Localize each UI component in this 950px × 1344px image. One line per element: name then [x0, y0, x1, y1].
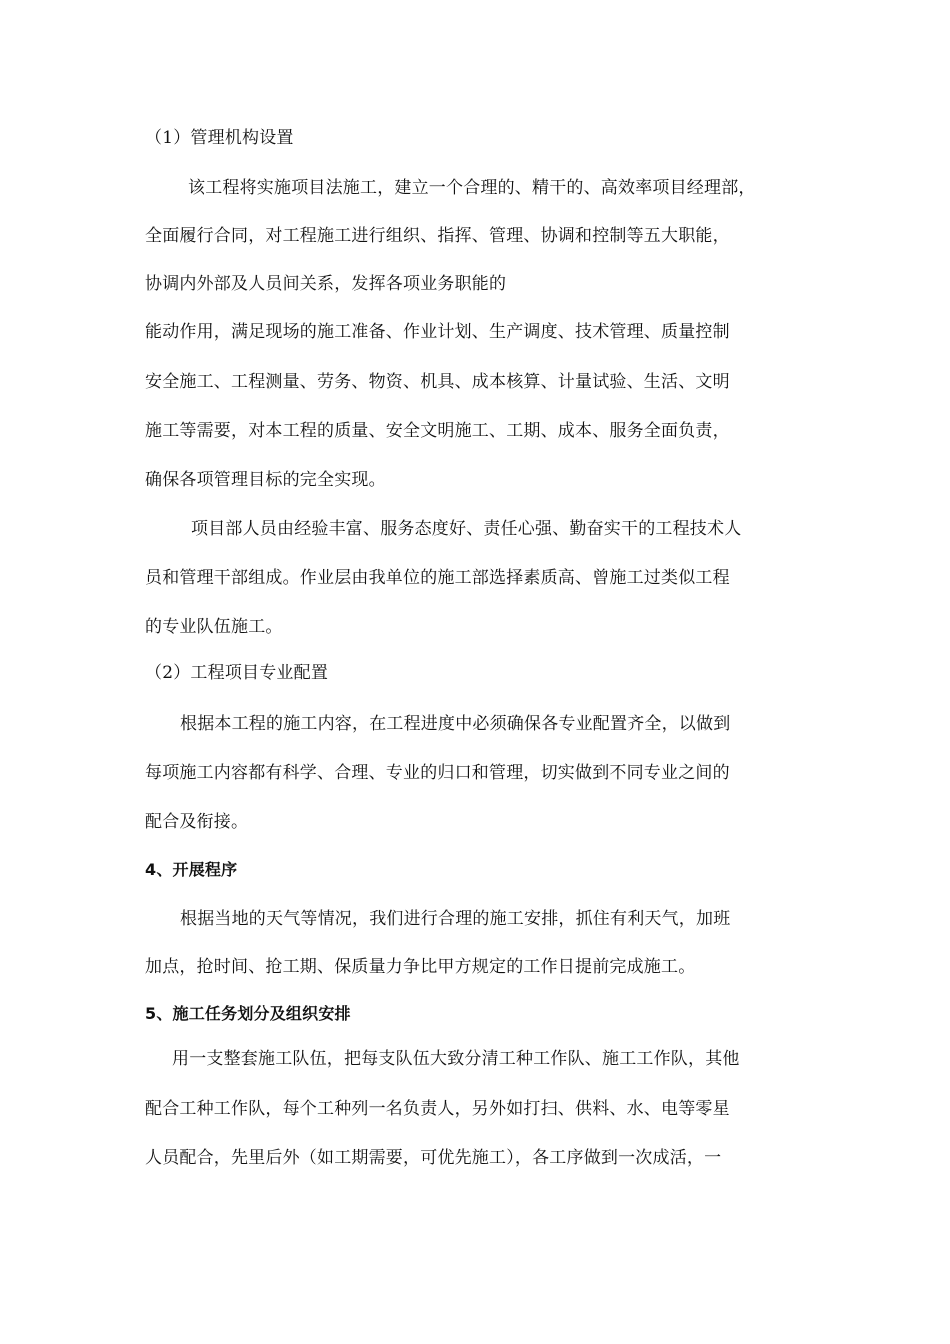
- paragraph-line: 全面履行合同，对工程施工进行组织、指挥、管理、协调和控制等五大职能，: [145, 226, 730, 246]
- section-heading-4: 4、开展程序: [145, 860, 238, 879]
- paragraph-line: 该工程将实施项目法施工，建立一个合理的、精干的、高效率项目经理部，: [188, 178, 756, 198]
- paragraph-line: 配合及衔接。: [145, 812, 249, 832]
- paragraph-line: 施工等需要，对本工程的质量、安全文明施工、工期、成本、服务全面负责，: [145, 421, 730, 441]
- section-heading-1: （1）管理机构设置: [145, 128, 294, 148]
- paragraph-line: 每项施工内容都有科学、合理、专业的归口和管理，切实做到不同专业之间的: [145, 763, 730, 783]
- paragraph-line: 配合工种工作队，每个工种列一名负责人，另外如打扫、供料、水、电等零星: [145, 1099, 730, 1119]
- paragraph-line: 员和管理干部组成。作业层由我单位的施工部选择素质高、曾施工过类似工程: [145, 568, 730, 588]
- paragraph-line: 加点，抢时间、抢工期、保质量力争比甲方规定的工作日提前完成施工。: [145, 957, 696, 977]
- paragraph-line: 根据本工程的施工内容，在工程进度中必须确保各专业配置齐全，以做到: [180, 714, 731, 734]
- section-heading-5: 5、施工任务划分及组织安排: [145, 1004, 351, 1023]
- section-heading-2: （2）工程项目专业配置: [145, 663, 329, 683]
- paragraph-line: 能动作用，满足现场的施工准备、作业计划、生产调度、技术管理、质量控制: [145, 322, 730, 342]
- paragraph-line: 项目部人员由经验丰富、服务态度好、责任心强、勤奋实干的工程技术人: [191, 519, 742, 539]
- paragraph-line: 确保各项管理目标的完全实现。: [145, 470, 386, 490]
- paragraph-line: 根据当地的天气等情况，我们进行合理的施工安排，抓住有利天气，加班: [180, 909, 731, 929]
- paragraph-line: 人员配合，先里后外（如工期需要，可优先施工），各工序做到一次成活，一: [145, 1148, 722, 1168]
- paragraph-line: 的专业队伍施工。: [145, 617, 283, 637]
- paragraph-line: 安全施工、工程测量、劳务、物资、机具、成本核算、计量试验、生活、文明: [145, 372, 730, 392]
- paragraph-line: 用一支整套施工队伍，把每支队伍大致分清工种工作队、施工工作队，其他: [172, 1049, 740, 1069]
- paragraph-line: 协调内外部及人员间关系，发挥各项业务职能的: [145, 274, 507, 294]
